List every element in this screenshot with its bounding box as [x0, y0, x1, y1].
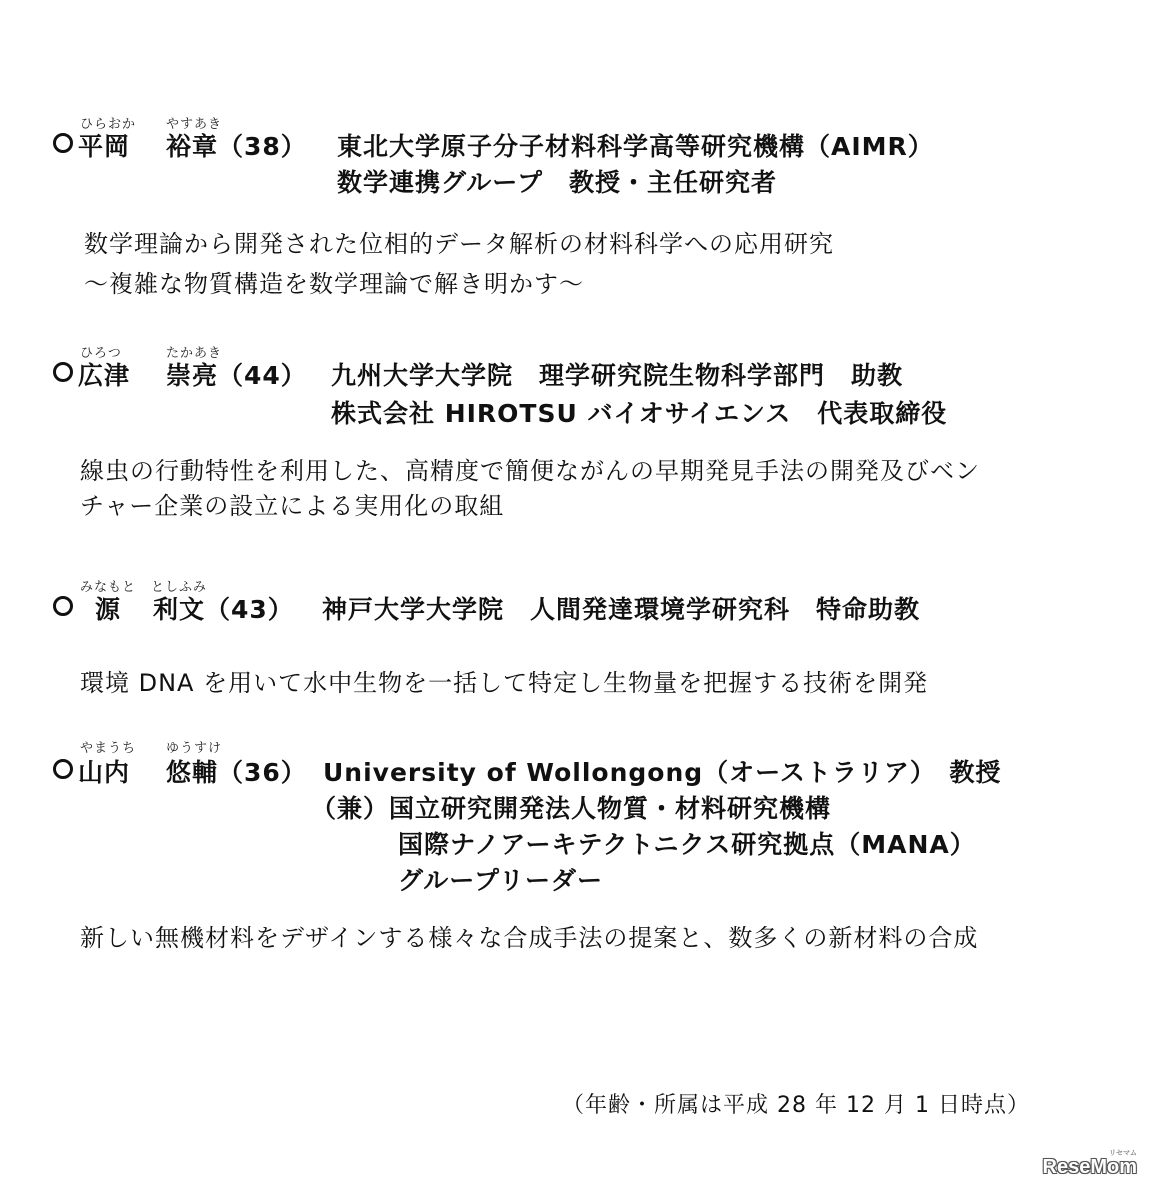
person-family-name: 山内 [78, 758, 131, 787]
bullet-circle-icon [53, 596, 73, 616]
person-age: （44） [218, 361, 307, 390]
affiliation-line: 数学連携グループ 教授・主任研究者 [337, 168, 778, 197]
resemom-logo [1042, 1150, 1137, 1179]
person-age: （38） [218, 132, 307, 161]
description-line: ～複雑な物質構造を数学理論で解き明かす～ [84, 270, 584, 298]
affiliation-line: 東北大学原子分子材料科学高等研究機構（AIMR） [337, 132, 934, 161]
footnote-date: （年齢・所属は平成 28 年 12 月 1 日時点） [562, 1093, 1030, 1118]
person-given-name: 利文 [153, 595, 206, 624]
description-line: チャー企業の設立による実用化の取組 [80, 492, 505, 520]
bullet-circle-icon [53, 759, 73, 779]
person-age: （36） [218, 758, 307, 787]
description-line: 新しい無機材料をデザインする様々な合成手法の提案と、数多くの新材料の合成 [80, 924, 979, 952]
affiliation-line: グループリーダー [398, 866, 604, 895]
affiliation-line: University of Wollongong（オーストラリア） 教授 [323, 758, 1002, 787]
person-given-name: 裕章 [166, 132, 219, 161]
ruby-family: ひろつ [80, 346, 122, 361]
ruby-given: ゆうすけ [166, 741, 223, 756]
ruby-given: やすあき [166, 117, 223, 132]
person-age: （43） [205, 595, 294, 624]
affiliation-line: 国際ナノアーキテクトニクス研究拠点（MANA） [398, 830, 976, 859]
person-family-name: 平岡 [78, 132, 131, 161]
logo-text: ReseMom [1042, 1156, 1137, 1178]
affiliation-line: 九州大学大学院 理学研究院生物科学部門 助教 [331, 361, 904, 390]
affiliation-line: 神戸大学大学院 人間発達環境学研究科 特命助教 [322, 595, 921, 624]
person-given-name: 悠輔 [166, 758, 219, 787]
person-given-name: 崇亮 [166, 361, 219, 390]
ruby-family: やまうち [80, 741, 137, 756]
description-line: 環境 DNA を用いて水中生物を一括して特定し生物量を把握する技術を開発 [80, 669, 929, 697]
affiliation-line: 株式会社 HIROTSU バイオサイエンス 代表取締役 [331, 399, 948, 428]
ruby-given: としふみ [151, 580, 208, 595]
person-family-name: 広津 [78, 361, 131, 390]
logo-subtext: リセマム [1109, 1150, 1137, 1157]
ruby-family: ひらおか [80, 117, 137, 132]
description-line: 線虫の行動特性を利用した、高精度で簡便ながんの早期発見手法の開発及びベン [80, 457, 980, 485]
bullet-circle-icon [53, 362, 73, 382]
affiliation-line: （兼）国立研究開発法人物質・材料研究機構 [311, 794, 832, 823]
person-family-name: 源 [95, 595, 122, 624]
bullet-circle-icon [53, 133, 73, 153]
ruby-family: みなもと [80, 580, 137, 595]
description-line: 数学理論から開発された位相的データ解析の材料科学への応用研究 [84, 230, 834, 258]
ruby-given: たかあき [166, 346, 223, 361]
